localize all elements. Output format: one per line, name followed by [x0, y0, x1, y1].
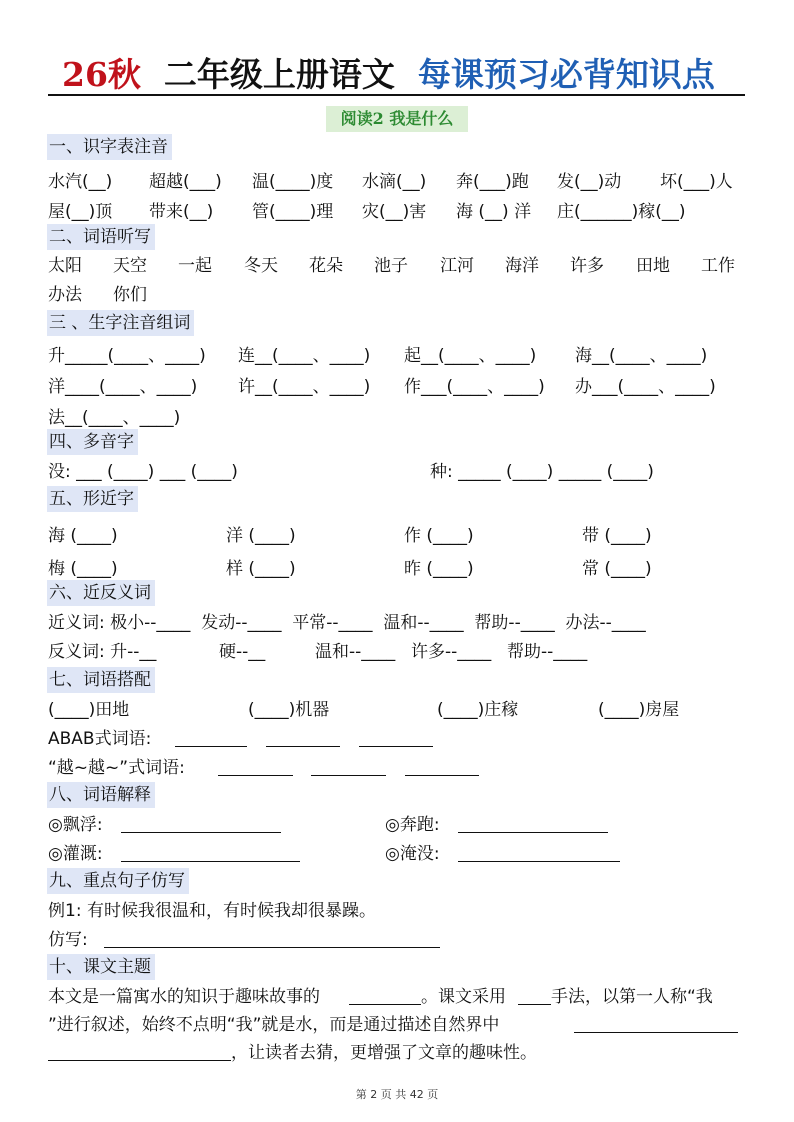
similar-item: 带 (____) [582, 526, 652, 546]
dictation-word: 办法 [48, 285, 82, 305]
lesson-subtitle: 阅读2 我是什么 [326, 106, 468, 132]
answer-blank[interactable] [311, 758, 386, 776]
explain-item: ◎飘浮: [48, 815, 103, 835]
answer-blank[interactable] [359, 729, 433, 747]
dictation-word: 许多 [570, 256, 604, 276]
imitate-label: 仿写: [48, 930, 88, 950]
section-heading-polyphone: 四、多音字 [47, 429, 138, 455]
pinyin-item: 坏(___)人 [660, 172, 733, 192]
theme-text: 本文是一篇寓水的知识于趣味故事的 [48, 987, 320, 1007]
pinyin-item: 带来(__) [149, 202, 214, 222]
pinyin-item: 海 (__) 洋 [456, 202, 532, 222]
character-item: 连__(____、____) [238, 346, 371, 366]
dictation-word: 海洋 [505, 256, 539, 276]
similar-item: 昨 (____) [404, 559, 474, 579]
pinyin-item: 管(____)理 [252, 202, 334, 222]
yue-label: “越~越~”式词语: [48, 758, 185, 778]
collocation-item: (____)机器 [248, 700, 330, 720]
answer-blank[interactable] [458, 815, 608, 833]
answer-blank[interactable] [266, 729, 340, 747]
pinyin-item: 发(__)动 [557, 172, 622, 192]
page-title [62, 55, 715, 95]
character-item: 许__(____、____) [238, 377, 371, 397]
character-item: 作___(____、____) [404, 377, 545, 397]
title-season: 26秋 [62, 55, 141, 94]
dictation-word: 花朵 [309, 256, 343, 276]
answer-blank[interactable] [175, 729, 247, 747]
antonyms-label: 反义词: 升--__ [48, 642, 157, 662]
similar-item: 洋 (____) [226, 526, 296, 546]
character-item: 海__(____、____) [575, 346, 708, 366]
dictation-word: 工作 [701, 256, 735, 276]
answer-blank[interactable] [458, 844, 620, 862]
title-topic: 每课预习必背知识点 [417, 55, 715, 94]
character-item: 起__(____、____) [404, 346, 537, 366]
pinyin-item: 超越(___) [149, 172, 222, 192]
answer-blank[interactable] [518, 987, 551, 1005]
section-heading-similar: 五、形近字 [47, 486, 138, 512]
section-heading-dictation: 二、词语听写 [47, 224, 155, 250]
character-item: 法__(____、____) [48, 408, 181, 428]
explain-item: ◎淹没: [385, 844, 440, 864]
title-grade: 二年级上册语文 [163, 55, 395, 94]
abab-label: ABAB式词语: [48, 729, 152, 749]
similar-item: 海 (____) [48, 526, 118, 546]
collocation-item: (____)田地 [48, 700, 130, 720]
section-heading-characters: 三 、生字注音组词 [47, 310, 194, 336]
pinyin-item: 屋(__)顶 [48, 202, 113, 222]
answer-blank[interactable] [218, 758, 293, 776]
pinyin-item: 奔(___)跑 [456, 172, 529, 192]
theme-text: ”进行叙述，始终不点明“我”就是水，而是通过描述自然界中 [48, 1015, 500, 1035]
page-number: 第 2 页 共 42 页 [355, 1088, 439, 1101]
dictation-word: 江河 [440, 256, 474, 276]
antonym-item: 硬--__ [219, 642, 266, 662]
section-heading-explain: 八、词语解释 [47, 782, 155, 808]
dictation-word: 冬天 [244, 256, 278, 276]
polyphone-item: 没: ___ (____) ___ (____) [48, 462, 238, 482]
explain-item: ◎灌溉: [48, 844, 103, 864]
similar-item: 作 (____) [404, 526, 474, 546]
answer-blank[interactable] [48, 1043, 231, 1061]
answer-blank[interactable] [121, 844, 300, 862]
explain-item: ◎奔跑: [385, 815, 440, 835]
similar-item: 常 (____) [582, 559, 652, 579]
character-item: 升_____(____、____) [48, 346, 206, 366]
similar-item: 样 (____) [226, 559, 296, 579]
character-item: 洋____(____、____) [48, 377, 198, 397]
pinyin-item: 水滴(__) [362, 172, 427, 192]
antonym-item: 许多--____ [411, 642, 492, 662]
title-underline [48, 94, 745, 96]
theme-text: ，让读者去猜，更增强了文章的趣味性。 [231, 1043, 537, 1063]
answer-blank[interactable] [121, 815, 281, 833]
section-heading-collocation: 七、词语搭配 [47, 667, 155, 693]
dictation-word: 你们 [113, 285, 147, 305]
section-heading-synonyms: 六、近反义词 [47, 580, 155, 606]
section-heading-theme: 十、课文主题 [47, 954, 155, 980]
theme-text: 手法，以第一人称“我 [551, 987, 713, 1007]
collocation-item: (____)庄稼 [437, 700, 519, 720]
antonym-item: 帮助--____ [507, 642, 588, 662]
dictation-word: 天空 [113, 256, 147, 276]
theme-text: 。课文采用 [421, 987, 506, 1007]
character-item: 办___(____、____) [575, 377, 716, 397]
dictation-word: 田地 [636, 256, 670, 276]
example-sentence: 例1: 有时候我很温和，有时候我却很暴躁。 [48, 901, 376, 921]
polyphone-item: 种: _____ (____) _____ (____) [430, 462, 654, 482]
section-heading-imitate: 九、重点句子仿写 [47, 868, 189, 894]
answer-blank[interactable] [104, 930, 440, 948]
dictation-word: 池子 [374, 256, 408, 276]
pinyin-item: 庄(______)稼(__) [557, 202, 686, 222]
similar-item: 梅 (____) [48, 559, 118, 579]
dictation-word: 太阳 [48, 256, 82, 276]
pinyin-item: 温(____)度 [252, 172, 334, 192]
antonym-item: 温和--____ [315, 642, 396, 662]
answer-blank[interactable] [349, 987, 421, 1005]
collocation-item: (____)房屋 [598, 700, 680, 720]
answer-blank[interactable] [574, 1015, 738, 1033]
section-heading-pinyin: 一、识字表注音 [47, 134, 172, 160]
pinyin-item: 水汽(__) [48, 172, 113, 192]
dictation-word: 一起 [178, 256, 212, 276]
synonyms-line: 近义词: 极小--____ 发动--____ 平常--____ 温和--____ 帮助--____ 办法--____ [48, 613, 646, 633]
answer-blank[interactable] [405, 758, 479, 776]
pinyin-item: 灾(__)害 [362, 202, 427, 222]
